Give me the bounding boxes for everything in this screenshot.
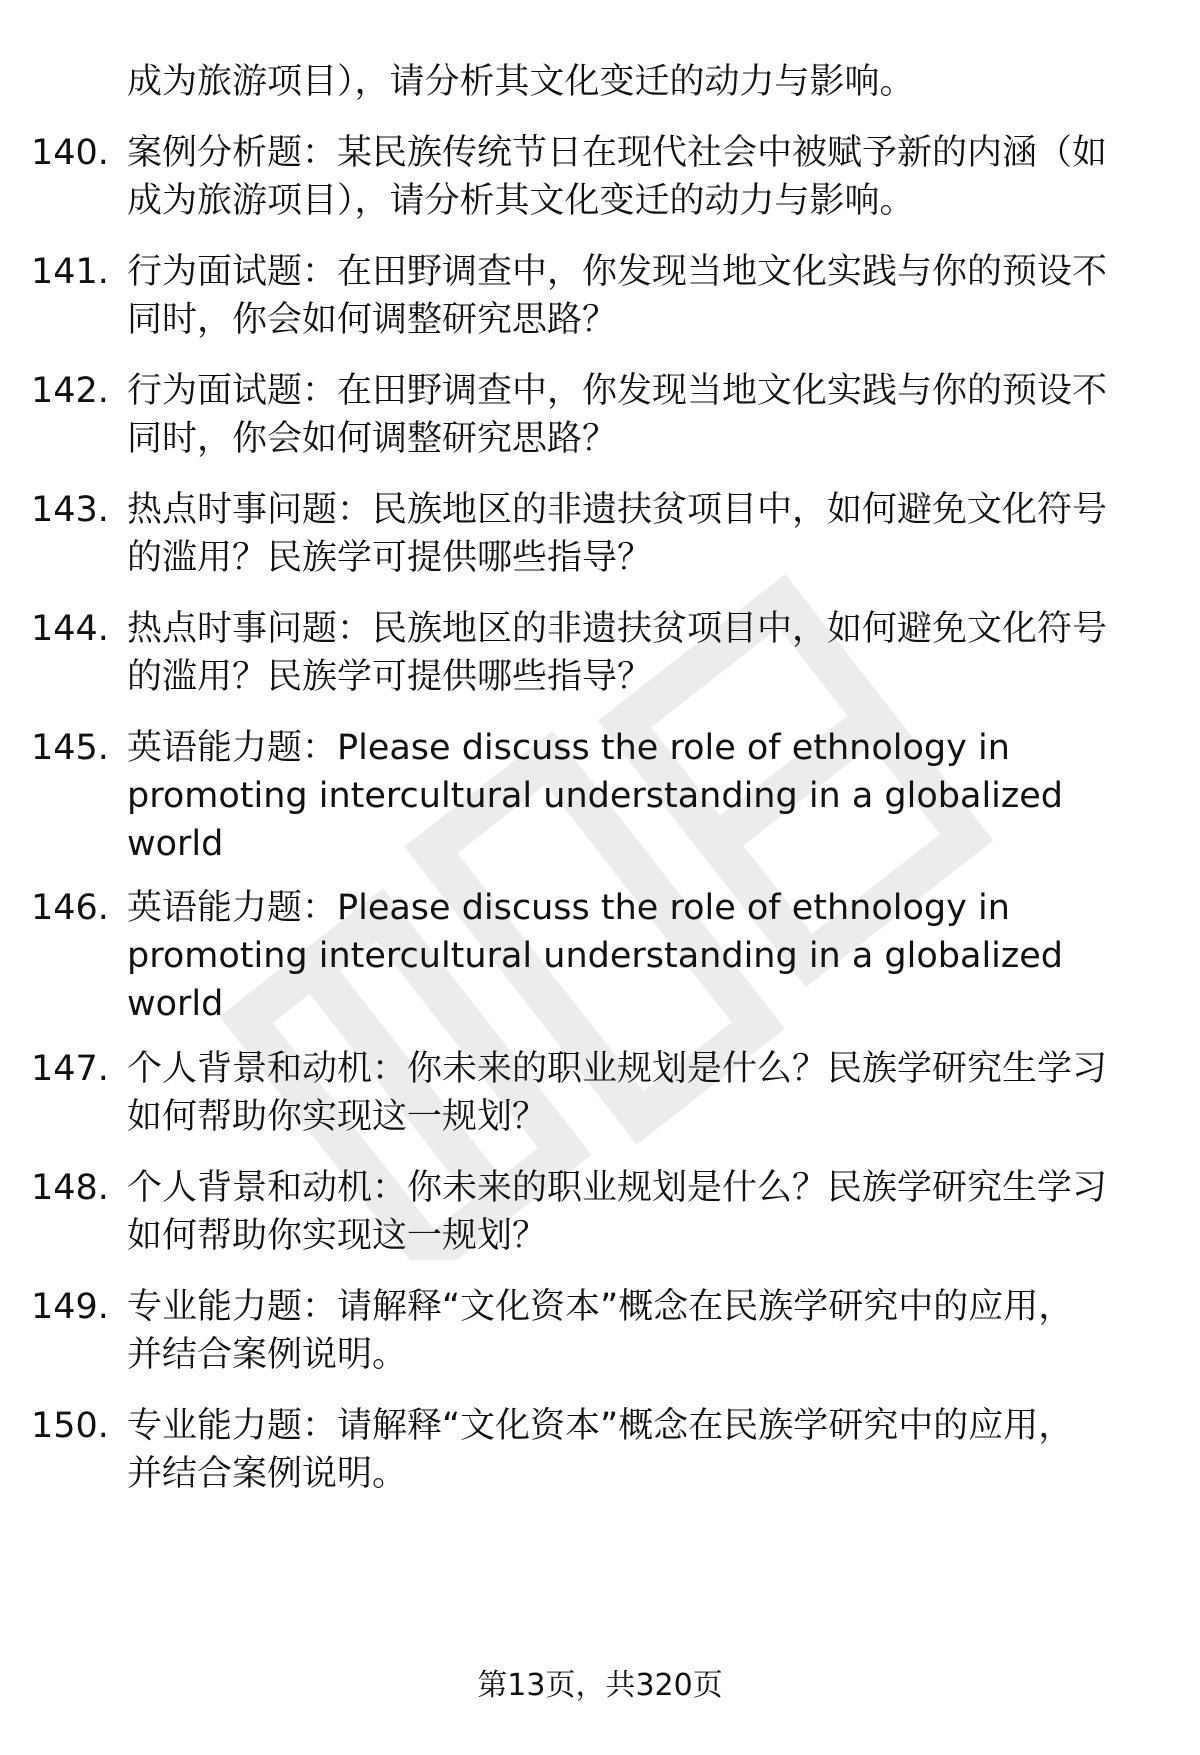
question-number: 145. [31, 728, 109, 768]
question-text [127, 1045, 1137, 1141]
question-text [127, 884, 1137, 1028]
question-text-line: 热点时事问题：民族地区的非遗扶贫项目中，如何避免文化符号 [127, 609, 1108, 649]
question-text-line: 同时，你会如何调整研究思路？ [127, 419, 618, 459]
question-text-line: 行为面试题：在田野调查中，你发现当地文化实践与你的预设不 [127, 371, 1108, 411]
question-number: 141. [31, 252, 109, 292]
question-text [127, 605, 1137, 701]
question-text-line: promoting intercultural understanding in a globalized [127, 936, 1064, 976]
question-text [127, 248, 1137, 344]
question-text-line: 个人背景和动机：你未来的职业规划是什么？民族学研究生学习 [127, 1049, 1108, 1089]
question-text [127, 1402, 1137, 1498]
question-text-line: world [127, 824, 224, 864]
question-number: 143. [31, 490, 109, 530]
question-text-line: 同时，你会如何调整研究思路？ [127, 300, 618, 340]
question-text-line: world [127, 984, 224, 1024]
question-text [127, 486, 1137, 582]
question-text-line: 如何帮助你实现这一规划？ [127, 1097, 548, 1137]
question-text-line: 热点时事问题：民族地区的非遗扶贫项目中，如何避免文化符号 [127, 490, 1108, 530]
question-text-line: 个人背景和动机：你未来的职业规划是什么？民族学研究生学习 [127, 1168, 1108, 1208]
question-text-line: 如何帮助你实现这一规划？ [127, 1216, 548, 1256]
question-text-line: promoting intercultural understanding in a globalized [127, 776, 1064, 816]
question-text [127, 1283, 1137, 1379]
question-number: 142. [31, 371, 109, 411]
page-footer [0, 1666, 1200, 1706]
question-text-line: 行为面试题：在田野调查中，你发现当地文化实践与你的预设不 [127, 252, 1108, 292]
question-text-line: 英语能力题：Please discuss the role of ethnology in [127, 888, 1010, 928]
page-number-label: 第13页，共320页 [477, 1668, 723, 1703]
question-text-line: 的滥用？民族学可提供哪些指导？ [127, 538, 653, 578]
question-text [127, 129, 1137, 225]
question-text [127, 1164, 1137, 1260]
question-text [127, 724, 1137, 868]
question-text-line: 并结合案例说明。 [127, 1335, 408, 1375]
question-text-line: 专业能力题：请解释“文化资本”概念在民族学研究中的应用， [127, 1406, 1074, 1446]
question-text-line: 专业能力题：请解释“文化资本”概念在民族学研究中的应用， [127, 1287, 1074, 1327]
question-text-line: 并结合案例说明。 [127, 1454, 408, 1494]
question-text-line: 案例分析题：某民族传统节日在现代社会中被赋予新的内涵（如 [127, 133, 1108, 173]
question-text [127, 367, 1137, 463]
continuation-line: 成为旅游项目），请分析其文化变迁的动力与影响。 [127, 62, 915, 102]
question-number: 149. [31, 1287, 109, 1327]
question-text-line: 的滥用？民族学可提供哪些指导？ [127, 657, 653, 697]
question-number: 140. [31, 133, 109, 173]
question-text-line: 英语能力题：Please discuss the role of ethnology in [127, 728, 1010, 768]
question-text-line: 成为旅游项目），请分析其文化变迁的动力与影响。 [127, 181, 915, 221]
question-number: 144. [31, 609, 109, 649]
question-number: 146. [31, 888, 109, 928]
question-number: 150. [31, 1406, 109, 1446]
question-number: 147. [31, 1049, 109, 1089]
question-number: 148. [31, 1168, 109, 1208]
continuation-text [127, 58, 915, 106]
